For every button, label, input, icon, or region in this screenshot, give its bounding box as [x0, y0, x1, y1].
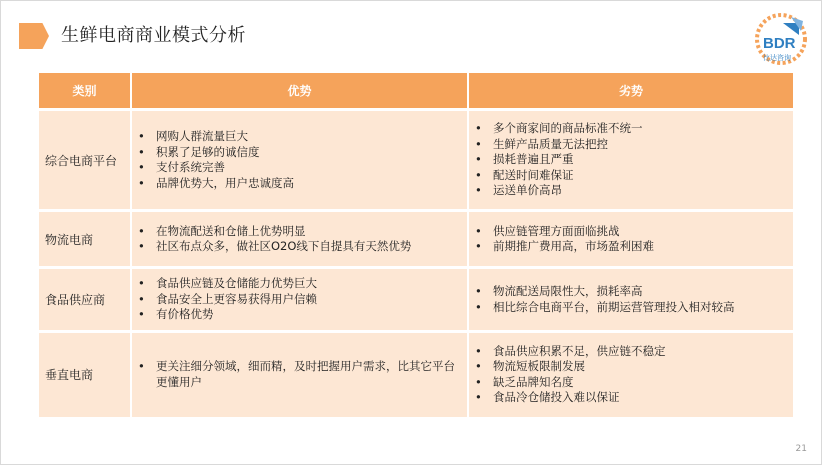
list-item: • 缺乏品牌知名度: [493, 375, 793, 391]
list-item: • 食品冷仓储投入难以保证: [493, 390, 793, 406]
logo-subtext: 比达咨询: [763, 54, 791, 62]
list-item: • 食品供应积累不足，供应链不稳定: [493, 344, 793, 360]
list-item: • 食品安全上更容易获得用户信赖: [156, 292, 467, 308]
list-item: • 更关注细分领域，细而精，及时把握用户需求，比其它平台更懂用户: [156, 359, 457, 390]
list-item: • 生鲜产品质量无法把控: [493, 137, 793, 153]
advantages-cell: [131, 332, 468, 417]
advantages-cell: [131, 211, 468, 268]
list-item: • 有价格优势: [156, 307, 467, 323]
header-disadvantages: 劣势: [468, 73, 793, 110]
page-title: 生鲜电商商业模式分析: [61, 25, 246, 46]
list-item: • 食品供应链及仓储能力优势巨大: [156, 276, 467, 292]
list-item: • 运送单价高昂: [493, 183, 793, 199]
list-item: • 供应链管理方面面临挑战: [493, 224, 793, 240]
list-item: • 网购人群流量巨大: [156, 129, 467, 145]
header-advantages: 优势: [131, 73, 468, 110]
list-item: • 前期推广费用高，市场盈利困难: [493, 239, 793, 255]
table-header-row: [39, 73, 793, 110]
list-item: • 损耗普遍且严重: [493, 152, 793, 168]
logo-text: BDR: [763, 35, 796, 52]
table-row: [39, 332, 793, 417]
disadvantages-cell: [468, 332, 793, 417]
disadvantages-cell: [468, 110, 793, 211]
list-item: • 物流短板限制发展: [493, 359, 793, 375]
header-category: 类别: [39, 73, 131, 110]
bdr-logo: [753, 11, 809, 67]
table-row: [39, 268, 793, 332]
business-model-table: [39, 73, 793, 417]
page-number: 21: [795, 444, 807, 454]
table-row: [39, 211, 793, 268]
row-category: 垂直电商: [39, 332, 131, 417]
list-item: • 相比综合电商平台，前期运营管理投入相对较高: [493, 300, 793, 316]
list-item: • 积累了足够的诚信度: [156, 145, 467, 161]
advantages-cell: [131, 110, 468, 211]
list-item: • 多个商家间的商品标准不统一: [493, 121, 793, 137]
list-item: • 社区布点众多，做社区O2O线下自提具有天然优势: [156, 239, 467, 255]
advantages-cell: [131, 268, 468, 332]
row-category: 综合电商平台: [39, 110, 131, 211]
list-item: • 配送时间难保证: [493, 168, 793, 184]
row-category: 食品供应商: [39, 268, 131, 332]
list-item: • 在物流配送和仓储上优势明显: [156, 224, 467, 240]
list-item: • 品牌优势大，用户忠诚度高: [156, 176, 467, 192]
list-item: • 物流配送局限性大，损耗率高: [493, 284, 793, 300]
title-arrow-marker: [19, 23, 49, 49]
disadvantages-cell: [468, 211, 793, 268]
list-item: • 支付系统完善: [156, 160, 467, 176]
row-category: 物流电商: [39, 211, 131, 268]
table-row: [39, 110, 793, 211]
disadvantages-cell: [468, 268, 793, 332]
